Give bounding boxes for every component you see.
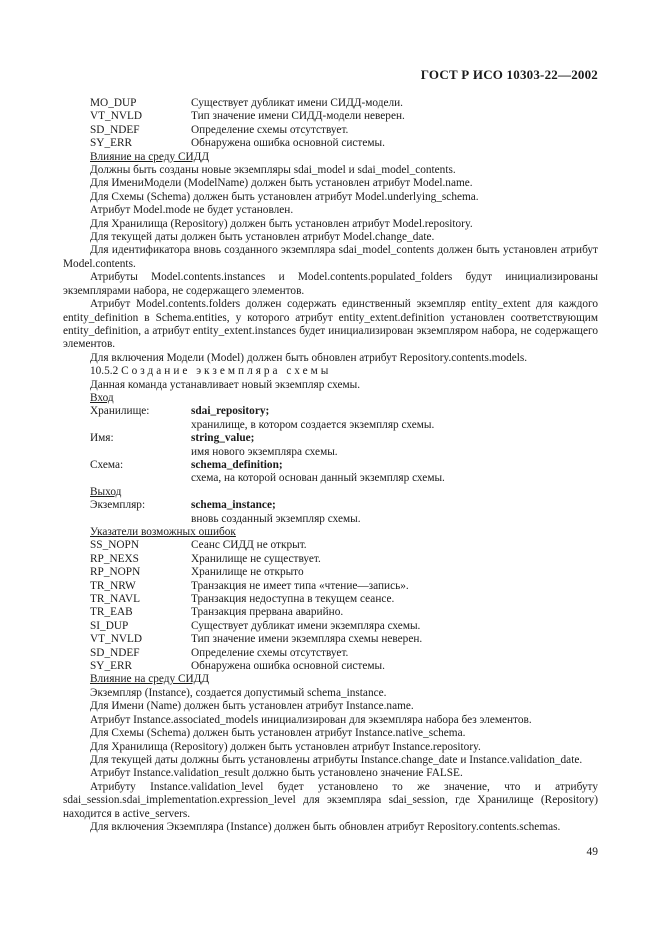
effect-heading: Влияние на среду СИДД xyxy=(90,150,210,163)
error-code: TR_NAVL xyxy=(90,593,141,606)
param-note: схема, на которой основан данный экземпляр схемы. xyxy=(191,472,445,485)
param-note: вновь созданный экземпляр схемы. xyxy=(191,512,361,525)
output-heading: Выход xyxy=(90,485,122,498)
effect-paragraph: Атрибут Model.contents.folders должен содержать единственный экземпляр entity_extent для каждого entity_definition в Schema.entities, у которого атрибут entity_extent.definition установлен соответствующим entity_definition, а атрибут entity_extent.instances будет инициализирован экземпляром набора, не содержащего элементов. xyxy=(63,298,598,351)
error-row xyxy=(63,660,598,673)
param-row xyxy=(63,432,598,445)
document-header: ГОСТ Р ИСО 10303-22—2002 xyxy=(420,67,598,82)
error-row xyxy=(63,633,598,646)
param-label: Хранилище: xyxy=(90,405,150,418)
error-desc: Хранилище не существует. xyxy=(191,552,321,565)
error-desc: Обнаружена ошибка основной системы. xyxy=(191,137,385,150)
error-code: SY_ERR xyxy=(90,137,133,150)
errors-heading: Указатели возможных ошибок xyxy=(90,526,236,538)
effect-line: Для Имени (Name) должен быть установлен атрибут Instance.name. xyxy=(90,700,414,713)
effect-heading: Влияние на среду СИДД xyxy=(90,673,210,686)
page-number: 49 xyxy=(586,846,598,858)
error-row xyxy=(63,606,598,619)
error-code: VT_NVLD xyxy=(90,633,143,646)
effect-line: Для ИмениМодели (ModelName) должен быть установлен атрибут Model.name. xyxy=(90,177,473,190)
param-label: Имя: xyxy=(90,432,114,445)
error-row xyxy=(63,124,598,137)
error-code: SS_NOPN xyxy=(90,539,139,552)
error-row xyxy=(63,593,598,606)
section-number: 10.5.2 xyxy=(90,365,119,378)
param-type: sdai_repository; xyxy=(191,405,270,418)
error-desc: Существует дубликат имени СИДД-модели. xyxy=(191,97,403,109)
error-row xyxy=(63,566,598,579)
error-desc: Существует дубликат имени экземпляра схемы. xyxy=(191,619,421,632)
effect-line: Для Схемы (Schema) должен быть установлен атрибут Model.underlying_schema. xyxy=(90,190,479,203)
param-row xyxy=(63,405,598,418)
effect-line: Для включения Экземпляра (Instance) должен быть обновлен атрибут Repository.contents.schemas. xyxy=(90,820,561,833)
error-row xyxy=(63,620,598,633)
error-code: TR_EAB xyxy=(90,606,133,619)
param-label: Схема: xyxy=(90,458,124,471)
param-type: schema_instance; xyxy=(191,499,276,512)
section-title: Создание экземпляра схемы xyxy=(121,365,332,378)
effect-line: Атрибут Instance.validation_result должно быть установлено значение FALSE. xyxy=(90,767,463,780)
effect-paragraph: Атрибуты Model.contents.instances и Model.contents.populated_folders будут инициализированы экземплярами набора, не содержащего элементов. xyxy=(63,271,598,297)
error-row xyxy=(63,580,598,593)
error-desc: Транзакция прервана аварийно. xyxy=(191,606,344,619)
param-note-row xyxy=(63,419,598,432)
error-row xyxy=(63,110,598,123)
param-row xyxy=(63,499,598,512)
error-row xyxy=(63,97,598,110)
param-note: хранилище, в котором создается экземпляр схемы. xyxy=(191,418,435,431)
error-code: VT_NVLD xyxy=(90,110,143,123)
error-desc: Обнаружена ошибка основной системы. xyxy=(191,660,385,673)
effect-line: Атрибут Instance.associated_models инициализирован для экземпляра набора без элементов. xyxy=(90,713,532,726)
page-content xyxy=(63,97,598,834)
effect-line: Атрибут Model.mode не будет установлен. xyxy=(90,204,294,217)
param-type: schema_definition; xyxy=(191,458,283,471)
effect-line: Должны быть созданы новые экземпляры sdai_model и sdai_model_contents. xyxy=(90,164,456,177)
param-label: Экземпляр: xyxy=(90,499,146,512)
param-note: имя нового экземпляра схемы. xyxy=(191,445,338,458)
param-note-row xyxy=(63,513,598,526)
input-heading: Вход xyxy=(90,391,114,404)
effect-line: Для включения Модели (Model) должен быть обновлен атрибут Repository.contents.models. xyxy=(90,351,528,364)
error-row xyxy=(63,647,598,660)
effect-line: Для Хранилища (Repository) должен быть установлен атрибут Model.repository. xyxy=(90,217,473,230)
param-type: string_value; xyxy=(191,432,255,445)
error-desc: Хранилище не открыто xyxy=(191,566,304,579)
param-row xyxy=(63,459,598,472)
error-code: SI_DUP xyxy=(90,619,129,632)
error-desc: Тип значение имени экземпляра схемы неверен. xyxy=(191,633,423,646)
param-note-row xyxy=(63,472,598,485)
error-desc: Сеанс СИДД не открыт. xyxy=(191,539,307,552)
error-code: RP_NEXS xyxy=(90,552,139,565)
error-row xyxy=(63,539,598,552)
error-code: SY_ERR xyxy=(90,660,133,673)
error-code: SD_NDEF xyxy=(90,123,140,136)
error-desc: Транзакция недоступна в текущем сеансе. xyxy=(191,593,395,606)
section-heading xyxy=(63,365,598,378)
error-desc: Тип значение имени СИДД-модели неверен. xyxy=(191,110,405,123)
error-code: MO_DUP xyxy=(90,97,137,109)
effect-paragraph: Атрибуту Instance.validation_level будет установлено то же значение, что и атрибуту sdai_session.sdai_implementation.expression_level для экземпляра sdai_session, где Хранилище (Repository) находится в active_servers. xyxy=(63,780,598,820)
error-desc: Определение схемы отсутствует. xyxy=(191,646,349,659)
effect-paragraph: Для идентификатора вновь созданного экземпляра sdai_model_contents должен быть установлен атрибут Model.contents. xyxy=(63,244,598,270)
effect-paragraph: Для текущей даты должны быть установлены атрибуты Instance.change_date и Instance.validation_date. xyxy=(90,753,583,766)
top-error-list xyxy=(63,97,598,151)
param-note-row xyxy=(63,446,598,459)
error-code: RP_NOPN xyxy=(90,566,141,579)
error-row xyxy=(63,137,598,150)
error-row xyxy=(63,553,598,566)
error-code: TR_NRW xyxy=(90,579,136,592)
effect-line: Для текущей даты должен быть установлен атрибут Model.change_date. xyxy=(90,231,435,244)
section-intro: Данная команда устанавливает новый экземпляр схемы. xyxy=(90,378,361,391)
effect-line: Для Схемы (Schema) должен быть установлен атрибут Instance.native_schema. xyxy=(90,727,466,740)
error-desc: Определение схемы отсутствует. xyxy=(191,123,349,136)
error-code: SD_NDEF xyxy=(90,646,140,659)
error-desc: Транзакция не имеет типа «чтение—запись». xyxy=(191,579,409,592)
effect-line: Для Хранилища (Repository) должен быть установлен атрибут Instance.repository. xyxy=(90,740,481,753)
effect-line: Экземпляр (Instance), создается допустимый schema_instance. xyxy=(90,686,387,699)
